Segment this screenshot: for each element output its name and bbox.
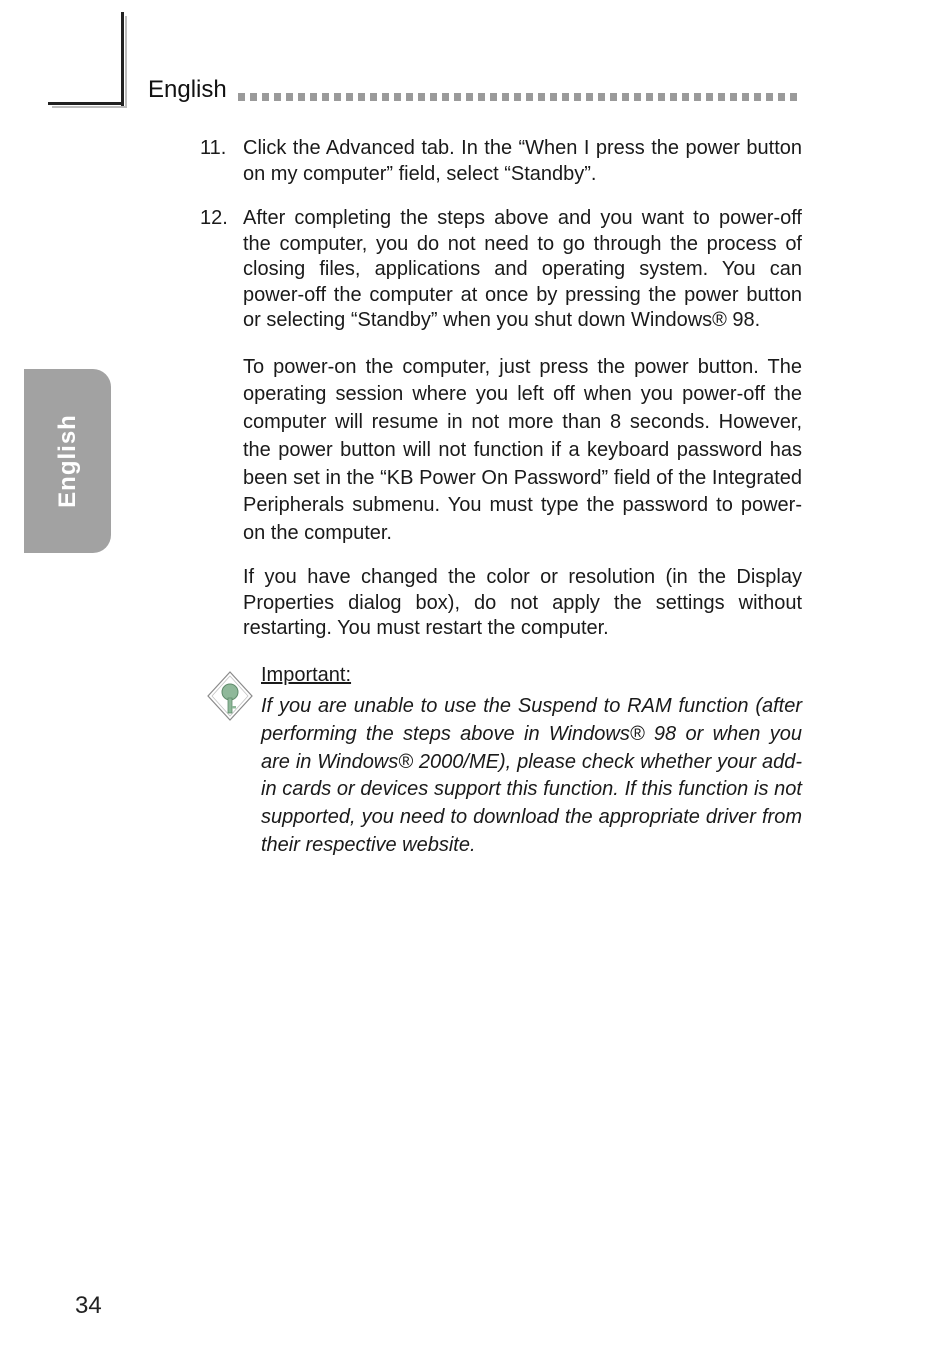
- important-body: If you are unable to use the Suspend to RAM function (after performing the steps above in Windows® 98 or when you are in Windows® 2000/ME), please check whether your add-in cards or devices support this function. If this function is not supported, you need to download the appropriate driver from their respective website.: [261, 695, 802, 856]
- step-number: 12.: [200, 207, 228, 229]
- step-text: After completing the steps above and you want to power-off the computer, you do not need to go through the process of closing files, applications and operating system. You can power-off the computer at once by pressing the power button or selecting “Standby” when you shut down Windows® 98.: [243, 207, 802, 331]
- page-number: 34: [75, 1292, 102, 1319]
- step-item: [200, 206, 802, 334]
- corner-mark-horizontal: [48, 102, 124, 105]
- section-header: English: [148, 76, 227, 103]
- corner-mark-vertical-shadow: [125, 16, 127, 108]
- step-item: [200, 136, 802, 187]
- important-title: Important:: [261, 664, 352, 686]
- body-paragraph: If you have changed the color or resolution (in the Display Properties dialog box), do not apply the settings without restarting. You must restart the computer.: [243, 566, 802, 640]
- main-content: [200, 136, 802, 659]
- step-number: 11.: [200, 137, 227, 159]
- header-dotted-rule: [238, 93, 800, 101]
- side-language-tab: [24, 369, 111, 553]
- corner-mark-vertical: [121, 12, 124, 106]
- side-tab-label: English: [53, 414, 81, 508]
- key-icon: [206, 670, 254, 722]
- corner-mark-horizontal-shadow: [52, 106, 126, 108]
- body-paragraph: To power-on the computer, just press the power button. The operating session where you left off when you power-off the computer will resume in not more than 8 seconds. However, the power button will not function if a keyboard password has been set in the “KB Power On Password” field of the Integrated Peripherals submenu. You must type the password to power-on the computer.: [243, 355, 802, 545]
- step-text: Click the Advanced tab. In the “When I press the power button on my computer” field, select “Standby”.: [243, 137, 802, 185]
